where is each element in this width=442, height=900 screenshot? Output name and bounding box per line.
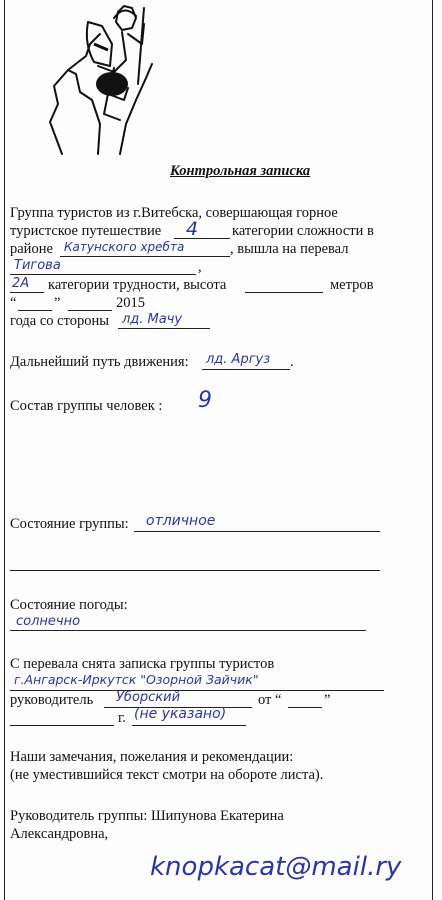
leader-quote-close: ” xyxy=(324,692,331,708)
quote-open: “ xyxy=(10,295,17,311)
blank-prev-day-line xyxy=(288,707,322,708)
text-line-2b: категории сложности в xyxy=(232,223,374,239)
blank-state-line-2 xyxy=(10,570,380,571)
blank-prev-month-line xyxy=(10,725,114,726)
year-text: 2015 xyxy=(116,295,145,311)
group-label: Состав группы человек : xyxy=(10,398,163,414)
notes-line-2: (не уместившийся текст смотри на обороте листа). xyxy=(10,767,324,783)
year-g: г. xyxy=(118,710,126,726)
blank-category-line xyxy=(174,238,230,239)
text-line-5b: метров xyxy=(330,277,374,293)
text-line-2a: туристское путешествие xyxy=(10,223,162,239)
blank-region-line xyxy=(60,256,230,257)
text-line-3b: , вышла на перевал xyxy=(230,241,349,257)
blank-route-line xyxy=(202,369,290,370)
blank-height-line xyxy=(245,292,323,293)
blank-difficulty-line xyxy=(10,292,44,293)
hw-side: лд. Мачу xyxy=(122,312,183,327)
route-label: Дальнейший путь движения: xyxy=(10,354,189,370)
text-line-4-comma: , xyxy=(198,259,202,275)
route-period: . xyxy=(290,354,294,370)
leader-name-line-1: Руководитель группы: Шипунова Екатерина xyxy=(10,808,284,824)
quote-close: ” xyxy=(54,295,61,311)
blank-weather-line xyxy=(10,630,366,631)
blank-day-line xyxy=(18,310,52,311)
hw-category: 4 xyxy=(186,218,199,240)
text-line-7: года со стороны xyxy=(10,313,110,329)
hw-route: лд. Аргуз xyxy=(206,352,271,367)
hw-prev-year: (не указано) xyxy=(134,706,227,722)
blank-month-line xyxy=(68,310,112,311)
hw-pass: Тигова xyxy=(14,258,61,273)
text-line-1: Группа туристов из г.Витебска, совершающая горное xyxy=(10,205,338,221)
blank-prev-group-line xyxy=(10,690,384,691)
climber-illustration xyxy=(28,4,158,156)
state-label: Состояние группы: xyxy=(10,516,129,532)
blank-prev-year-line xyxy=(132,725,246,726)
leader-label: руководитель xyxy=(10,692,94,708)
hw-count: 9 xyxy=(198,388,212,413)
hw-state: отличное xyxy=(146,513,216,529)
hw-prev-group: г.Ангарск-Иркутск "Озорной Зайчик" xyxy=(14,672,259,687)
blank-pass-line xyxy=(10,274,196,275)
blank-state-line xyxy=(134,531,380,532)
leader-from: от “ xyxy=(258,692,282,708)
text-line-3a: районе xyxy=(10,241,53,257)
hw-weather: солнечно xyxy=(16,614,81,629)
notes-line-1: Наши замечания, пожелания и рекомендации: xyxy=(10,749,294,765)
leader-name-line-2: Александровна, xyxy=(10,826,109,842)
text-line-5a: категории трудности, высота xyxy=(48,277,227,293)
hw-prev-leader: Уборский xyxy=(116,690,181,705)
document-title: Контрольная записка xyxy=(170,163,311,179)
hw-region: Катунского хребта xyxy=(64,240,185,254)
blank-side-line xyxy=(118,328,210,329)
hw-email: knopkacat@mail.ry xyxy=(150,852,402,882)
weather-label: Состояние погоды: xyxy=(10,597,128,613)
removed-label: С перевала снята записка группы туристов xyxy=(10,656,275,672)
hw-difficulty: 2А xyxy=(12,276,30,291)
